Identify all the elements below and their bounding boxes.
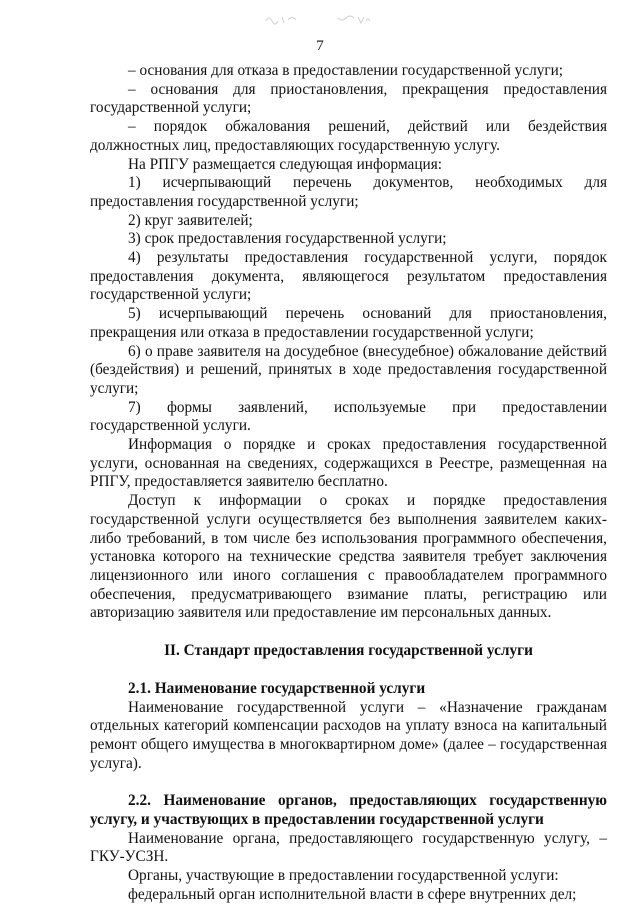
faint-stamp-mark bbox=[262, 12, 372, 26]
paragraph: Органы, участвующие в предоставлении государственной услуги: bbox=[128, 867, 559, 885]
list-item: 1) исчерпывающий перечень документов, необходимых для предоставления государственной услуги; bbox=[90, 174, 607, 210]
paragraph: Доступ к информации о сроках и порядке предоставления государственной услуги осуществляется без выполнения заявителем каких-либо требований, в том числе без использования программного обеспечения, установка которого на технические средства заявителя требует заключения лицензионного или иного соглашения с правообладателем программного обеспечения, предусматривающего взимание платы, регистрацию или авторизацию заявителя или предоставление им персональных данных. bbox=[90, 492, 607, 622]
subsection-heading: 2.2. Наименование органов, предоставляющих государственную услугу, и участвующих в предоставлении государственной услуги bbox=[90, 792, 607, 829]
list-item: 3) срок предоставления государственной услуги; bbox=[128, 230, 447, 248]
list-item: 4) результаты предоставления государственной услуги, порядок предоставления документа, являющегося результатом предоставления государственной услуги; bbox=[90, 249, 607, 304]
list-item: 5) исчерпывающий перечень оснований для приостановления, прекращения или отказа в предоставлении государственной услуги; bbox=[90, 305, 607, 341]
list-item: – порядок обжалования решений, действий или бездействия должностных лиц, предоставляющих государственную услугу. bbox=[90, 118, 607, 154]
paragraph: Наименование органа, предоставляющего государственную услугу, – ГКУ-УСЗН. bbox=[90, 829, 607, 866]
paragraph: На РПГУ размещается следующая информация: bbox=[128, 155, 442, 173]
list-item: 7) формы заявлений, используемые при предоставлении государственной услуги. bbox=[90, 398, 607, 435]
paragraph: федеральный орган исполнительной власти в сфере внутренних дел; bbox=[128, 885, 577, 903]
section-heading: II. Стандарт предоставления государственной услуги bbox=[164, 642, 533, 660]
document-body bbox=[90, 62, 607, 905]
page-number: 7 bbox=[316, 38, 324, 54]
list-item: – основания для отказа в предоставлении государственной услуги; bbox=[128, 62, 564, 79]
list-item: – основания для приостановления, прекращения предоставления государственной услуги; bbox=[90, 80, 607, 117]
list-item: 2) круг заявителей; bbox=[128, 211, 253, 229]
paragraph: Информация о порядке и сроках предоставления государственной услуги, основанная на сведениях, содержащихся в Реестре, размещенная на РПГУ, предоставляется заявителю бесплатно. bbox=[90, 436, 607, 491]
paragraph: Наименование государственной услуги – «Назначение гражданам отдельных категорий компенсации расходов на уплату взноса на капитальный ремонт общего имущества в многоквартирном доме» (далее – государственная услуга). bbox=[90, 698, 607, 772]
spacer bbox=[90, 773, 607, 792]
subsection-heading: 2.1. Наименование государственной услуги bbox=[128, 679, 426, 697]
list-item: 6) о праве заявителя на досудебное (внесудебное) обжалование действий (бездействия) и решений, принятых в ходе предоставления государственной услуги; bbox=[90, 342, 607, 397]
